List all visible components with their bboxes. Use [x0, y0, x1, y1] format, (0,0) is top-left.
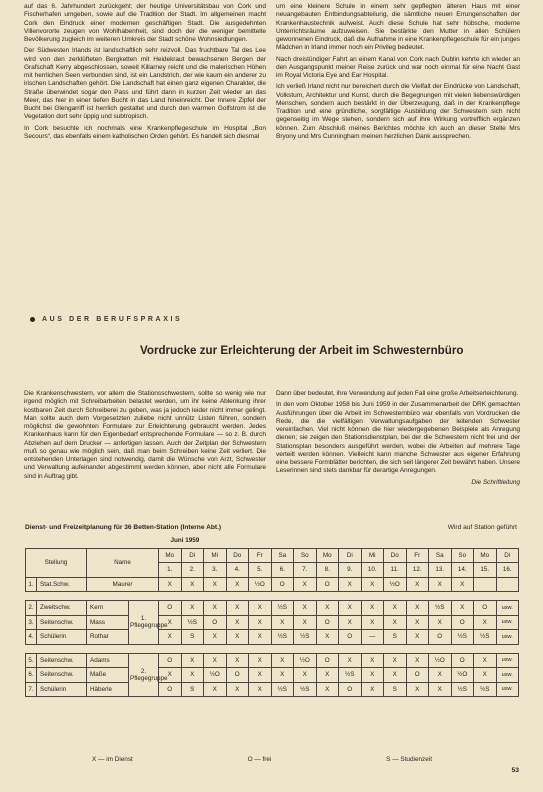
date-cell: 8.: [316, 563, 339, 578]
duty-cell: X: [181, 577, 204, 592]
duty-cell: X: [451, 601, 474, 616]
duty-cell: X: [249, 601, 272, 616]
duty-cell: X: [159, 577, 182, 592]
duty-cell: X: [361, 668, 384, 683]
duty-cell: X: [226, 615, 249, 630]
tail-cell: usw.: [496, 601, 519, 616]
paragraph: um eine kleinere Schule in einem sehr gepflegten älteren Haus mit einer neuangebauten Entbindungsabteilung, die sämtliche neuen Errungenschaften der Krankenhaustechnik aufweist. Auch diese Schule hat sehr hübsche, moderne Unterrichtsräume aufzuweisen. Sie bestärkte den Mutter in allen Schülern gewonnenen Eindruck, daß die Aufnahme in eine Krankenpflegeschule für ein junges Mädchen in Irland immer noch ein Privileg bedeutet.: [276, 3, 520, 52]
duty-cell: O: [451, 615, 474, 630]
spacer-cell: [204, 592, 227, 601]
spacer-cell: [294, 592, 317, 601]
duty-cell: X: [361, 615, 384, 630]
spacer-cell: [181, 644, 204, 653]
duty-cell: X: [181, 653, 204, 668]
duty-cell: X: [159, 668, 182, 683]
section-label: [30, 316, 182, 323]
duty-cell: X: [181, 668, 204, 683]
duty-cell: ½S: [451, 682, 474, 697]
duty-cell: X: [406, 577, 429, 592]
duty-cell: S: [384, 682, 407, 697]
article-left-column: [24, 390, 266, 484]
duty-cell: X: [316, 601, 339, 616]
duty-cell: [496, 577, 519, 592]
group-cell: 2. Pflegegruppe: [129, 653, 159, 697]
spacer-cell: [87, 592, 129, 601]
duty-cell: X: [204, 601, 227, 616]
duty-cell: X: [474, 668, 497, 683]
duty-cell: X: [204, 630, 227, 645]
spacer-cell: [37, 592, 87, 601]
date-cell: 11.: [384, 563, 407, 578]
spacer-cell: [406, 592, 429, 601]
tail-cell: usw.: [496, 668, 519, 683]
duty-cell: O: [159, 682, 182, 697]
duty-cell: X: [271, 668, 294, 683]
duty-cell: X: [474, 615, 497, 630]
duty-cell: O: [159, 601, 182, 616]
position-cell: Schülerin: [37, 630, 87, 645]
duty-cell: ½O: [204, 668, 227, 683]
table-title: Dienst- und Freizeitplanung für 36 Betten-Station (Interne Abt.): [25, 524, 222, 531]
table-row: [26, 668, 519, 683]
weekday-cell: Di: [496, 548, 519, 563]
duty-cell: X: [384, 601, 407, 616]
duty-cell: X: [294, 615, 317, 630]
duty-cell: ½O: [429, 653, 452, 668]
weekday-cell: Fr: [249, 548, 272, 563]
weekday-cell: Mi: [361, 548, 384, 563]
duty-cell: X: [406, 653, 429, 668]
spacer-cell: [159, 644, 182, 653]
weekday-cell: Sa: [271, 548, 294, 563]
duty-cell: X: [249, 682, 272, 697]
date-cell: 4.: [226, 563, 249, 578]
date-cell: 1.: [159, 563, 182, 578]
paragraph: Ich verließ Irland nicht nur bereichert durch die Vielfalt der Eindrücke von Landschaft, Volkstum, Architektur und Kunst, durch die Begegnungen mit vielen liebenswürdigen Menschen, sondern auch bestärkt in der Überzeugung, daß in der Krankenpflege Tradition und eine gründliche, sorgfältige Ausbildung der Schwestern sich nicht gegenseitig im Wege stehen, sondern sich auf ihre Wirkung vortrefflich ergänzen können. Zum Abschluß meines Berichtes möchte ich auch an dieser Stelle Mrs Bryony und Mrs Cunningham meinen herzlichen Dank aussprechen.: [276, 83, 520, 140]
duty-cell: X: [361, 577, 384, 592]
position-cell: Seitenschw.: [37, 668, 87, 683]
legend-item: S — Studienzeit: [386, 756, 432, 763]
duty-cell: [474, 577, 497, 592]
duty-roster-table: [25, 534, 519, 697]
duty-cell: X: [181, 601, 204, 616]
duty-cell: X: [384, 615, 407, 630]
spacer-cell: [181, 592, 204, 601]
duty-cell: O: [316, 653, 339, 668]
duty-cell: X: [361, 682, 384, 697]
duty-cell: X: [474, 653, 497, 668]
duty-cell: X: [226, 682, 249, 697]
row-number: 1.: [26, 577, 37, 592]
row-number: 2.: [26, 601, 37, 616]
spacer-cell: [406, 644, 429, 653]
name-cell: Häberle: [87, 682, 129, 697]
date-cell: 16.: [496, 563, 519, 578]
name-cell: Maße: [87, 668, 129, 683]
article-continuation-left-column: [24, 3, 266, 144]
table-row: [26, 630, 519, 645]
name-cell: Kern: [87, 601, 129, 616]
tail-cell: usw.: [496, 682, 519, 697]
duty-cell: X: [316, 682, 339, 697]
tail-cell: usw.: [496, 653, 519, 668]
blank-cell: [26, 534, 159, 548]
article-right-column: [276, 390, 520, 487]
spacer-cell: [339, 592, 362, 601]
weekday-cell: Do: [226, 548, 249, 563]
paragraph: Dann über bedeutet, ihre Verwendung auf jeden Fall eine große Arbeitserleichterung.: [276, 390, 519, 397]
name-cell: Maurer: [87, 577, 159, 592]
spacer-cell: [316, 644, 339, 653]
signature: Die Schriftleitung: [471, 478, 520, 486]
spacer-cell: [37, 644, 87, 653]
date-cell: 7.: [294, 563, 317, 578]
duty-cell: O: [474, 601, 497, 616]
duty-cell: X: [204, 577, 227, 592]
duty-cell: O: [451, 653, 474, 668]
row-number: 5.: [26, 653, 37, 668]
duty-cell: X: [159, 630, 182, 645]
weekday-cell: So: [451, 548, 474, 563]
duty-cell: X: [294, 668, 317, 683]
date-cell: 3.: [204, 563, 227, 578]
table-row: [26, 577, 519, 592]
duty-cell: X: [339, 615, 362, 630]
weekday-cell: So: [294, 548, 317, 563]
header-name: Name: [87, 548, 159, 577]
duty-cell: ½S: [474, 630, 497, 645]
spacer-cell: [271, 592, 294, 601]
weekday-cell: Fr: [406, 548, 429, 563]
duty-cell: X: [339, 601, 362, 616]
paragraph: Der Südwesten Irlands ist landschaftlich sehr reizvoll. Das fruchtbare Tal des Lee wird von den zerklüfteten Bergketten mit Heidekraut bewachsenen Bergen der Grafschaft Kerry abgeschlossen, soweit Killarney reicht und die malerischen Höhen mit herrlichen Seen verbunden sind, ist ein Landstrich, der wie kaum ein anderer zu irischen Landschaften gehört. Die Landschaft hat einen ganz eigenen Charakter, die Straße überwindet sogar den Pass und führt dann in kurzen Zeit wieder an das Meer, das hier in einer tiefen Bucht in das Land hineinreicht. Der Innere Zipfel der Bucht bei Glengarriff ist herrlich gestaltet und durch den warmen Golfstrom ist die Vegetation dort sehr üppig und subtropisch.: [24, 47, 266, 121]
duty-cell: X: [451, 577, 474, 592]
tail-cell: usw.: [496, 615, 519, 630]
date-cell: 6.: [271, 563, 294, 578]
spacer-cell: [249, 592, 272, 601]
spacer-cell: [159, 592, 182, 601]
page-number: 53: [511, 767, 519, 774]
duty-cell: ½S: [451, 630, 474, 645]
spacer-cell: [249, 644, 272, 653]
month-row: [26, 534, 519, 548]
table-row: [26, 653, 519, 668]
spacer-cell: [294, 644, 317, 653]
duty-cell: —: [361, 630, 384, 645]
duty-cell: X: [271, 615, 294, 630]
position-cell: Schülerin: [37, 682, 87, 697]
position-cell: Stat.Schw.: [37, 577, 87, 592]
duty-cell: O: [316, 615, 339, 630]
duty-cell: ½S: [474, 682, 497, 697]
duty-cell: O: [226, 668, 249, 683]
duty-cell: X: [249, 668, 272, 683]
row-number: 4.: [26, 630, 37, 645]
duty-cell: X: [226, 577, 249, 592]
duty-cell: ½S: [181, 615, 204, 630]
spacer-cell: [226, 592, 249, 601]
duty-cell: X: [204, 682, 227, 697]
duty-cell: X: [294, 577, 317, 592]
duty-cell: X: [406, 601, 429, 616]
article-headline: Vordrucke zur Erleichterung der Arbeit im Schwesternbüro: [140, 344, 464, 357]
article-continuation-right-column: [276, 3, 520, 144]
date-cell: 2.: [181, 563, 204, 578]
weekday-cell: Mo: [316, 548, 339, 563]
tail-cell: usw.: [496, 630, 519, 645]
spacer-cell: [129, 592, 159, 601]
spacer-cell: [26, 592, 37, 601]
weekday-cell: Di: [181, 548, 204, 563]
paragraph: auf das 6. Jahrhundert zurückgeht; der heutige Universitätsbau von Cork und Fischerhafen umgeben, sowie auf die Tradition der Stadt. Im allgemeinen macht Cork den Eindruck einer modernen geschäftigen Stadt. Die ausgedehnten Villenvororte zeugen von Wohlhabenheit, sind doch der die weniger bemittelte Bevölkerung zugleich im weiteren Umkreis der Stadt schöne Wohnsiedlungen.: [24, 3, 266, 43]
duty-cell: X: [361, 653, 384, 668]
duty-cell: X: [159, 615, 182, 630]
duty-cell: X: [226, 653, 249, 668]
weekday-cell: Mo: [159, 548, 182, 563]
duty-cell: ½S: [429, 601, 452, 616]
duty-cell: S: [384, 630, 407, 645]
spacer-cell: [226, 644, 249, 653]
duty-cell: X: [249, 630, 272, 645]
duty-cell: X: [316, 630, 339, 645]
table-note: Wird auf Station geführt: [447, 524, 517, 531]
spacer-cell: [26, 644, 37, 653]
duty-cell: X: [204, 653, 227, 668]
spacer-row: [26, 592, 519, 601]
spacer-cell: [496, 592, 519, 601]
duty-cell: X: [406, 615, 429, 630]
date-cell: 5.: [249, 563, 272, 578]
bullet-icon: [30, 317, 35, 322]
month-label: Juni 1959: [170, 537, 200, 545]
duty-cell: X: [406, 630, 429, 645]
duty-cell: ½S: [271, 630, 294, 645]
duty-cell: X: [406, 682, 429, 697]
row-number: 7.: [26, 682, 37, 697]
weekday-cell: Di: [339, 548, 362, 563]
duty-cell: X: [316, 668, 339, 683]
duty-cell: O: [271, 577, 294, 592]
legend-item: O — frei: [247, 756, 272, 763]
duty-cell: X: [226, 630, 249, 645]
duty-cell: O: [204, 615, 227, 630]
duty-cell: S: [181, 630, 204, 645]
spacer-cell: [361, 592, 384, 601]
duty-cell: ½S: [271, 682, 294, 697]
duty-cell: X: [429, 577, 452, 592]
duty-cell: X: [226, 601, 249, 616]
duty-cell: ½S: [271, 601, 294, 616]
table-row: [26, 615, 519, 630]
duty-cell: X: [271, 653, 294, 668]
duty-cell: O: [406, 668, 429, 683]
duty-cell: ½O: [451, 668, 474, 683]
duty-cell: X: [249, 615, 272, 630]
duty-cell: ½S: [294, 682, 317, 697]
header-stellung: Stellung: [26, 548, 87, 577]
weekday-row: [26, 548, 519, 563]
date-cell: 9.: [339, 563, 362, 578]
duty-cell: X: [361, 601, 384, 616]
duty-cell: X: [384, 653, 407, 668]
date-cell: 14.: [451, 563, 474, 578]
duty-cell: X: [249, 653, 272, 668]
table-row: [26, 682, 519, 697]
spacer-cell: [384, 644, 407, 653]
duty-cell: ½S: [339, 668, 362, 683]
table-row: [26, 601, 519, 616]
spacer-cell: [474, 644, 497, 653]
spacer-cell: [451, 644, 474, 653]
spacer-cell: [384, 592, 407, 601]
position-cell: Zweitschw.: [37, 601, 87, 616]
spacer-cell: [496, 644, 519, 653]
date-cell: 10.: [361, 563, 384, 578]
duty-cell: O: [429, 630, 452, 645]
weekday-cell: Sa: [429, 548, 452, 563]
duty-cell: X: [294, 601, 317, 616]
spacer-cell: [204, 644, 227, 653]
legend-item: X — im Dienst: [92, 756, 133, 763]
duty-cell: ½O: [249, 577, 272, 592]
paragraph: In Cork besuchte ich nochmals eine Krankenpflegeschule im Hospital „Bon Secours“, das ebenfalls einem katholischen Orden gehört. Es handelt sich diesmal: [24, 124, 266, 140]
duty-cell: X: [339, 577, 362, 592]
duty-cell: O: [316, 577, 339, 592]
duty-cell: ½S: [294, 630, 317, 645]
spacer-cell: [316, 592, 339, 601]
date-cell: 12.: [406, 563, 429, 578]
weekday-cell: Mo: [474, 548, 497, 563]
duty-cell: O: [159, 653, 182, 668]
spacer-cell: [429, 592, 452, 601]
spacer-row: [26, 644, 519, 653]
duty-cell: O: [339, 682, 362, 697]
spacer-cell: [339, 644, 362, 653]
spacer-cell: [87, 644, 129, 653]
table-legend: [92, 756, 432, 763]
spacer-cell: [451, 592, 474, 601]
date-cell: 13.: [429, 563, 452, 578]
position-cell: Seitenschw.: [37, 653, 87, 668]
name-cell: Rothar: [87, 630, 129, 645]
group-cell: 1. Pflegegruppe: [129, 601, 159, 645]
spacer-cell: [474, 592, 497, 601]
name-cell: Mass: [87, 615, 129, 630]
row-number: 6.: [26, 668, 37, 683]
spacer-cell: [361, 644, 384, 653]
date-cell: 15.: [474, 563, 497, 578]
paragraph: In den vom Oktober 1958 bis Juni 1959 in der Zusammenarbeit der DRK gemachten Ausführungen über die Arbeit im Schwesternbüro war ebenfalls von Vordrucken die Rede, die die vielfältigen Verwaltungsaufgaben der leitenden Schwester vereinfachen. Viel nicht können die hier wiedergegebenen Beispiele als Anregung dienen; sie zeigen den Stationsdienstplan, bei der die Schwestern nicht frei und der Stationsplan besonders ausgeführt werden, wobei die Arbeiten auf mehrere Tage verteilt werden können. Vielleicht kann manche Schwester aus eigener Erfahrung eine bessere Formblätter berichten, die sich seit längerer Zeit bewährt haben. Unsere Leserinnen sind stets dankbar für derartige Anregungen.: [276, 401, 520, 475]
duty-cell: X: [384, 668, 407, 683]
position-cell: Seitenschw.: [37, 615, 87, 630]
duty-cell: O: [339, 630, 362, 645]
duty-cell: S: [181, 682, 204, 697]
duty-cell: X: [429, 668, 452, 683]
duty-cell: X: [339, 653, 362, 668]
duty-cell: ½O: [294, 653, 317, 668]
weekday-cell: Do: [384, 548, 407, 563]
section-label-text: AUS DER BERUFSPRAXIS: [42, 316, 183, 323]
spacer-cell: [429, 644, 452, 653]
spacer-cell: [271, 644, 294, 653]
paragraph: Nach dreistündiger Fahrt an einem Kanal von Cork nach Dublin kehrte ich wieder an den Ausgangspunkt meiner Reise zurück und war noch einmal für eine Nacht Gast im Royal Victoria Eye and Ear Hospital.: [276, 55, 520, 79]
duty-cell: X: [429, 682, 452, 697]
name-cell: Adams: [87, 653, 129, 668]
spacer-cell: [129, 644, 159, 653]
duty-cell: ½O: [384, 577, 407, 592]
paragraph: Die Krankenschwestern, vor allem die Stationsschwestern, sollte so wenig wie nur irgend möglich mit Schreibarbeiten belastet werden, um ihr keine Ablenkung ihrer kostbaren Zeit durch Schreiberei zu geben, was ja jedoch leider nicht immer gelingt. Man sollte auch dem Vorgesetzten zuliebe nicht unnütz Listen führen, sondern möglichst die gewohnten Formulare zur Erleichterung gebraucht werden. Jedes Krankenhaus kann für den Eigenbedarf entsprechende Formulare — so z. B. durch Abziehen auf dem Drucker — anfertigen lassen. Auch der Zeitplan der Schwestern muß so genau wie möglich sein, daß man beim Schreiben keine Zeit verliert. Die entstehenden Unterlagen sind notwendig, damit die Wünsche von Arzt, Schwester und Verwaltung aufeinander abgestimmt werden können, aber nicht alle Formulare sind in Auftrag gibt.: [24, 390, 266, 480]
weekday-cell: Mi: [204, 548, 227, 563]
row-number: 3.: [26, 615, 37, 630]
duty-cell: X: [429, 615, 452, 630]
